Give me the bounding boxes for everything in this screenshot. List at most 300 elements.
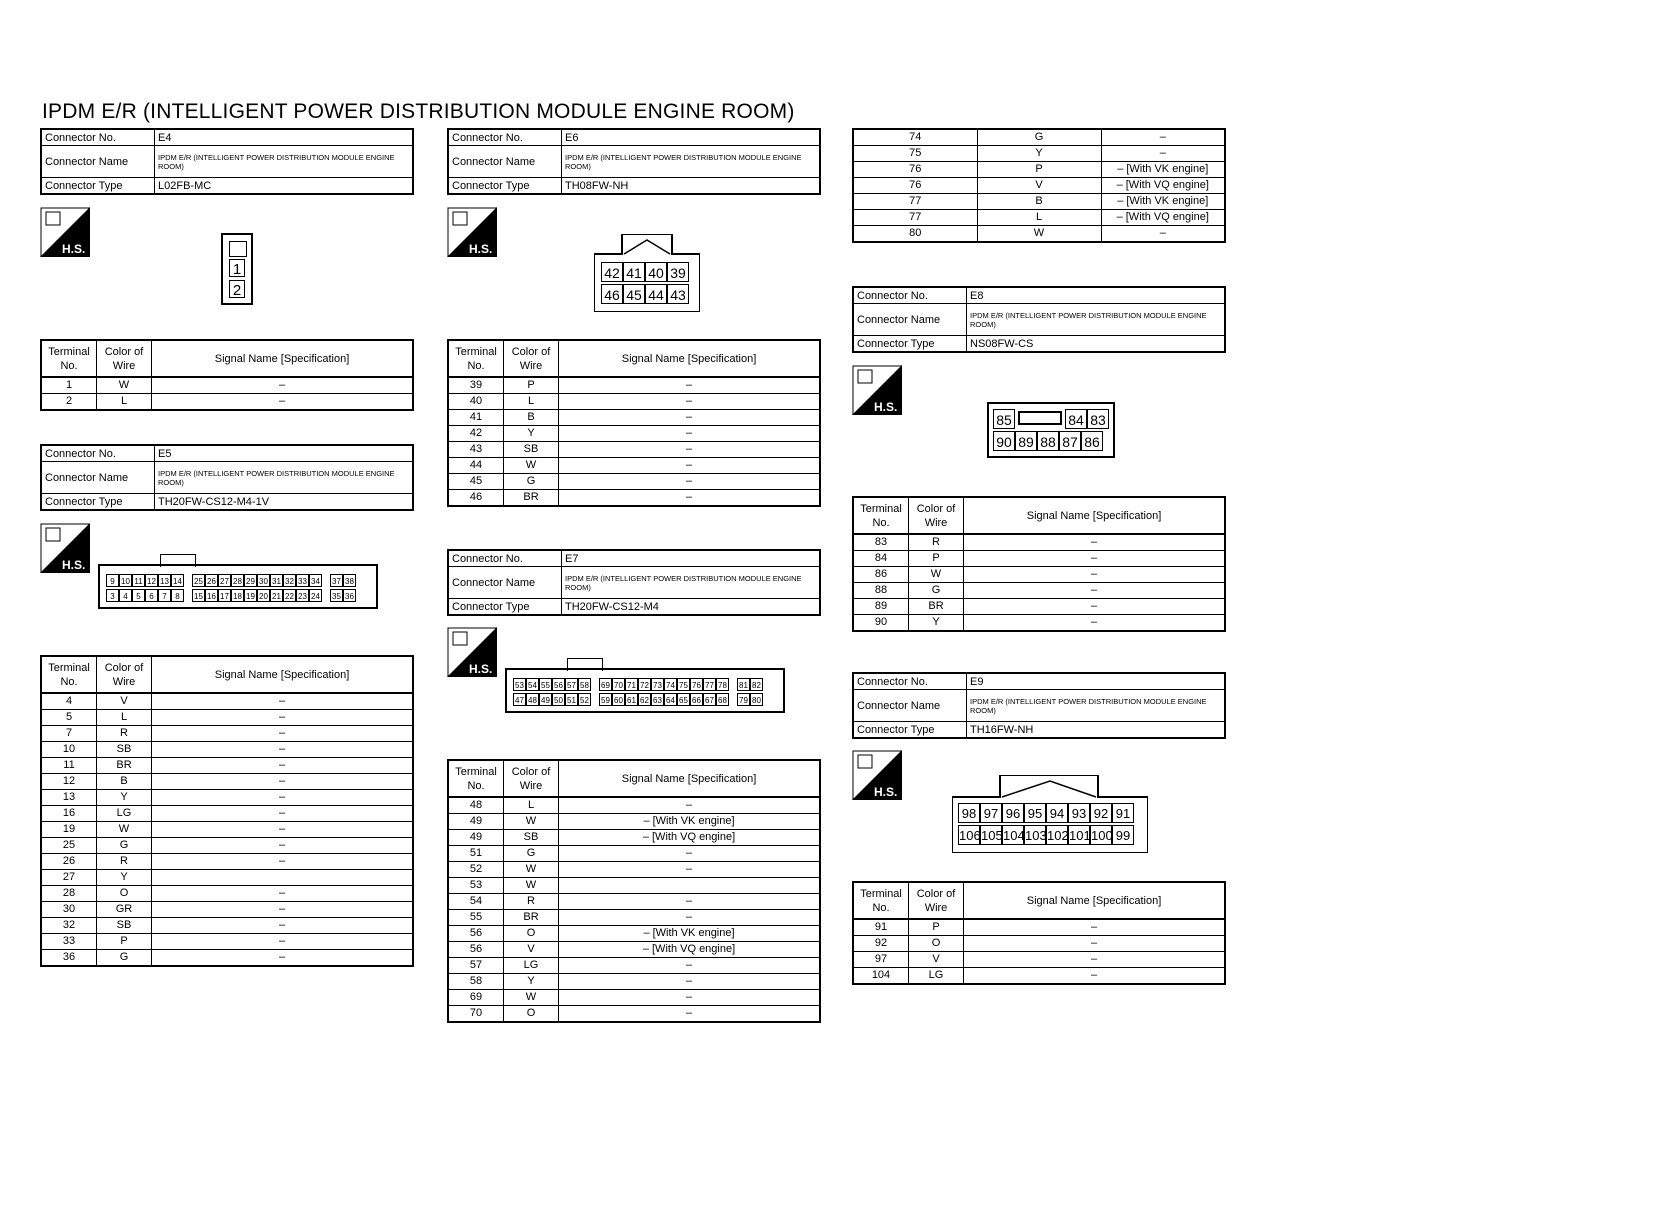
table-row bbox=[448, 458, 820, 474]
connector-e5-header bbox=[40, 444, 414, 511]
pin: 52 bbox=[578, 693, 591, 706]
pin: 50 bbox=[552, 693, 565, 706]
pin: 60 bbox=[612, 693, 625, 706]
pin: 6 bbox=[145, 589, 158, 602]
pin: 66 bbox=[690, 693, 703, 706]
wire-color-cell: G bbox=[504, 846, 559, 862]
terminal-no-cell: 28 bbox=[41, 886, 97, 902]
wire-color-cell: O bbox=[504, 1006, 559, 1023]
terminal-no-cell: 76 bbox=[853, 162, 977, 178]
signal-name-cell: – bbox=[152, 726, 414, 742]
signal-name-cell: – bbox=[152, 693, 414, 710]
pin: 68 bbox=[716, 693, 729, 706]
label-connector-type: Connector Type bbox=[853, 722, 967, 739]
pin: 64 bbox=[664, 693, 677, 706]
signal-name-cell: – bbox=[559, 910, 821, 926]
table-row bbox=[448, 474, 820, 490]
connector-e5-face bbox=[98, 564, 378, 609]
wire-color-cell: BR bbox=[909, 599, 964, 615]
terminal-no-cell: 45 bbox=[448, 474, 504, 490]
wire-color-cell: W bbox=[504, 458, 559, 474]
table-row bbox=[448, 410, 820, 426]
wire-color-cell: W bbox=[977, 226, 1101, 243]
signal-name-cell bbox=[559, 878, 821, 894]
table-row bbox=[41, 377, 413, 394]
pin: 95 bbox=[1024, 803, 1046, 823]
table-row bbox=[853, 226, 1225, 243]
pin: 5 bbox=[132, 589, 145, 602]
hs-harness-side-icon bbox=[852, 750, 902, 800]
terminal-no-cell: 27 bbox=[41, 870, 97, 886]
table-row bbox=[853, 551, 1225, 567]
terminal-no-cell: 41 bbox=[448, 410, 504, 426]
terminal-no-cell: 84 bbox=[853, 551, 909, 567]
pin: 37 bbox=[330, 574, 343, 587]
signal-name-cell: – bbox=[1101, 129, 1225, 146]
label-connector-type: Connector Type bbox=[448, 178, 562, 195]
table-row bbox=[853, 534, 1225, 551]
label-connector-name: Connector Name bbox=[448, 567, 562, 599]
terminal-no-cell: 30 bbox=[41, 902, 97, 918]
terminal-no-cell: 69 bbox=[448, 990, 504, 1006]
pin: 8 bbox=[171, 589, 184, 602]
table-row bbox=[448, 442, 820, 458]
hs-harness-side-icon bbox=[852, 365, 902, 415]
label-connector-no: Connector No. bbox=[41, 445, 155, 462]
wire-color-cell: R bbox=[97, 854, 152, 870]
wire-color-cell: L bbox=[504, 394, 559, 410]
pin: 96 bbox=[1002, 803, 1024, 823]
terminal-no-cell: 51 bbox=[448, 846, 504, 862]
table-row bbox=[448, 426, 820, 442]
signal-name-cell: – bbox=[152, 742, 414, 758]
terminal-no-cell: 88 bbox=[853, 583, 909, 599]
terminal-no-cell: 53 bbox=[448, 878, 504, 894]
label-connector-type: Connector Type bbox=[853, 336, 967, 353]
wire-color-cell: SB bbox=[97, 918, 152, 934]
wire-color-cell: G bbox=[909, 583, 964, 599]
wire-color-cell: W bbox=[504, 814, 559, 830]
pin: 98 bbox=[958, 803, 980, 823]
connector-type-value: NS08FW-CS bbox=[967, 336, 1226, 353]
label-connector-name: Connector Name bbox=[853, 304, 967, 336]
signal-name-cell: – bbox=[559, 410, 821, 426]
signal-name-cell: – [With VK engine] bbox=[1101, 162, 1225, 178]
table-row bbox=[448, 394, 820, 410]
terminal-no-cell: 49 bbox=[448, 814, 504, 830]
connector-name-value: IPDM E/R (INTELLIGENT POWER DISTRIBUTION MODULE ENGINE ROOM) bbox=[562, 567, 821, 599]
pin: 16 bbox=[205, 589, 218, 602]
connector-e8-header bbox=[852, 286, 1226, 353]
wire-color-cell: SB bbox=[504, 442, 559, 458]
label-connector-name: Connector Name bbox=[853, 690, 967, 722]
label-connector-type: Connector Type bbox=[41, 494, 155, 511]
table-row bbox=[448, 490, 820, 507]
pin: 33 bbox=[296, 574, 309, 587]
pin: 77 bbox=[703, 678, 716, 691]
terminal-table-e7 bbox=[447, 759, 821, 1023]
signal-name-cell: – bbox=[152, 822, 414, 838]
connector-type-value: L02FB-MC bbox=[155, 178, 414, 195]
terminal-no-cell: 26 bbox=[41, 854, 97, 870]
signal-name-cell: – bbox=[152, 806, 414, 822]
table-row bbox=[448, 974, 820, 990]
signal-name-cell: – bbox=[152, 854, 414, 870]
pin: 91 bbox=[1112, 803, 1134, 823]
signal-name-cell: – bbox=[964, 551, 1226, 567]
pin: 90 bbox=[993, 431, 1015, 451]
pin: 45 bbox=[623, 284, 645, 304]
table-row bbox=[41, 934, 413, 950]
terminal-no-cell: 10 bbox=[41, 742, 97, 758]
table-row bbox=[448, 926, 820, 942]
pin: 97 bbox=[980, 803, 1002, 823]
terminal-no-cell: 25 bbox=[41, 838, 97, 854]
pin: 86 bbox=[1081, 431, 1103, 451]
pin: 27 bbox=[218, 574, 231, 587]
terminal-no-cell: 42 bbox=[448, 426, 504, 442]
terminal-no-cell: 77 bbox=[853, 194, 977, 210]
signal-name-cell: – bbox=[559, 377, 821, 394]
wire-color-cell: P bbox=[909, 551, 964, 567]
terminal-no-cell: 2 bbox=[41, 394, 97, 411]
pin: 69 bbox=[599, 678, 612, 691]
terminal-no-cell: 83 bbox=[853, 534, 909, 551]
hs-harness-side-icon bbox=[40, 207, 90, 257]
table-row bbox=[41, 710, 413, 726]
pin: 83 bbox=[1087, 409, 1109, 429]
connector-e6-block bbox=[447, 128, 821, 195]
terminal-no-cell: 7 bbox=[41, 726, 97, 742]
table-row bbox=[448, 942, 820, 958]
pin: 105 bbox=[980, 825, 1002, 845]
terminal-no-cell: 36 bbox=[41, 950, 97, 967]
pin: 18 bbox=[231, 589, 244, 602]
pin: 26 bbox=[205, 574, 218, 587]
wire-color-cell: LG bbox=[97, 806, 152, 822]
terminal-no-cell: 11 bbox=[41, 758, 97, 774]
wire-color-cell: B bbox=[97, 774, 152, 790]
signal-name-cell: – bbox=[559, 490, 821, 507]
pin: 22 bbox=[283, 589, 296, 602]
pin: 55 bbox=[539, 678, 552, 691]
wire-color-cell: V bbox=[97, 693, 152, 710]
connector-type-value: TH16FW-NH bbox=[967, 722, 1226, 739]
connector-name-value: IPDM E/R (INTELLIGENT POWER DISTRIBUTION MODULE ENGINE ROOM) bbox=[967, 690, 1226, 722]
pin: 47 bbox=[513, 693, 526, 706]
terminal-table-e6-wrap bbox=[447, 339, 821, 507]
table-row bbox=[41, 790, 413, 806]
signal-name-cell: – [With VK engine] bbox=[559, 814, 821, 830]
signal-name-cell: – bbox=[152, 886, 414, 902]
signal-name-cell: – [With VQ engine] bbox=[559, 942, 821, 958]
table-row bbox=[41, 726, 413, 742]
svg-text:H.S.: H.S. bbox=[874, 785, 898, 799]
table-row bbox=[41, 886, 413, 902]
pin: 75 bbox=[677, 678, 690, 691]
connector-no-value: E5 bbox=[155, 445, 414, 462]
signal-name-cell: – bbox=[964, 567, 1226, 583]
table-row bbox=[448, 846, 820, 862]
connector-type-value: TH08FW-NH bbox=[562, 178, 821, 195]
wire-color-cell: V bbox=[504, 942, 559, 958]
pin: 17 bbox=[218, 589, 231, 602]
wire-color-cell: GR bbox=[97, 902, 152, 918]
signal-name-cell: – bbox=[964, 952, 1226, 968]
label-connector-no: Connector No. bbox=[448, 550, 562, 567]
connector-e7-header bbox=[447, 549, 821, 616]
pin: 94 bbox=[1046, 803, 1068, 823]
pin: 48 bbox=[526, 693, 539, 706]
pin: 21 bbox=[270, 589, 283, 602]
pin: 74 bbox=[664, 678, 677, 691]
pin: 71 bbox=[625, 678, 638, 691]
connector-e4-block bbox=[40, 128, 414, 195]
connector-e9-block bbox=[852, 672, 1226, 739]
wire-color-cell: G bbox=[97, 950, 152, 967]
wire-color-cell: SB bbox=[504, 830, 559, 846]
signal-name-cell: – bbox=[152, 790, 414, 806]
wire-color-cell: O bbox=[97, 886, 152, 902]
terminal-no-cell: 32 bbox=[41, 918, 97, 934]
signal-name-cell bbox=[152, 870, 414, 886]
pin: 76 bbox=[690, 678, 703, 691]
terminal-no-cell: 44 bbox=[448, 458, 504, 474]
signal-name-cell: – bbox=[964, 615, 1226, 632]
table-row bbox=[853, 583, 1225, 599]
table-row bbox=[448, 830, 820, 846]
connector-e4-header bbox=[40, 128, 414, 195]
wire-color-cell: L bbox=[504, 797, 559, 814]
connector-e9-face bbox=[952, 775, 1148, 853]
pin: 32 bbox=[283, 574, 296, 587]
table-row bbox=[448, 377, 820, 394]
table-row bbox=[448, 1006, 820, 1023]
pin: 24 bbox=[309, 589, 322, 602]
wire-color-cell: W bbox=[504, 878, 559, 894]
pin: 31 bbox=[270, 574, 283, 587]
table-row bbox=[853, 162, 1225, 178]
connector-no-value: E8 bbox=[967, 287, 1226, 304]
wire-color-cell: LG bbox=[504, 958, 559, 974]
pin: 7 bbox=[158, 589, 171, 602]
connector-e9-header bbox=[852, 672, 1226, 739]
terminal-no-cell: 90 bbox=[853, 615, 909, 632]
connector-no-value: E7 bbox=[562, 550, 821, 567]
connector-name-value: IPDM E/R (INTELLIGENT POWER DISTRIBUTION MODULE ENGINE ROOM) bbox=[562, 146, 821, 178]
pin: 63 bbox=[651, 693, 664, 706]
signal-name-cell: – bbox=[964, 919, 1226, 936]
wire-color-cell: BR bbox=[504, 910, 559, 926]
table-row bbox=[448, 862, 820, 878]
table-row bbox=[41, 822, 413, 838]
terminal-no-cell: 89 bbox=[853, 599, 909, 615]
table-row bbox=[853, 210, 1225, 226]
connector-name-value: IPDM E/R (INTELLIGENT POWER DISTRIBUTION MODULE ENGINE ROOM) bbox=[155, 462, 414, 494]
pin: 44 bbox=[645, 284, 667, 304]
pin: 101 bbox=[1068, 825, 1090, 845]
signal-name-cell: – bbox=[559, 846, 821, 862]
table-row bbox=[853, 567, 1225, 583]
table-row bbox=[853, 952, 1225, 968]
connector-e6-face bbox=[594, 234, 700, 312]
table-row bbox=[41, 902, 413, 918]
label-connector-no: Connector No. bbox=[853, 673, 967, 690]
table-row bbox=[41, 394, 413, 411]
pin: 93 bbox=[1068, 803, 1090, 823]
pin: 42 bbox=[601, 262, 623, 282]
terminal-table-e8 bbox=[852, 496, 1226, 632]
terminal-table-e4-wrap bbox=[40, 339, 414, 411]
pin: 85 bbox=[993, 409, 1015, 429]
pin: 73 bbox=[651, 678, 664, 691]
wire-color-cell: W bbox=[97, 822, 152, 838]
pin: 80 bbox=[750, 693, 763, 706]
table-row bbox=[853, 599, 1225, 615]
signal-name-cell: – bbox=[559, 990, 821, 1006]
col-color-of-wire: Color of Wire bbox=[97, 340, 152, 377]
pin: 2 bbox=[229, 280, 245, 298]
signal-name-cell: – bbox=[559, 442, 821, 458]
connector-name-value: IPDM E/R (INTELLIGENT POWER DISTRIBUTION MODULE ENGINE ROOM) bbox=[967, 304, 1226, 336]
col-terminal-no: Terminal No. bbox=[448, 760, 504, 797]
wire-color-cell: BR bbox=[97, 758, 152, 774]
wire-color-cell: B bbox=[977, 194, 1101, 210]
col-signal-name: Signal Name [Specification] bbox=[964, 882, 1226, 919]
signal-name-cell: – bbox=[559, 426, 821, 442]
connector-e7-face bbox=[505, 668, 785, 713]
pin: 79 bbox=[737, 693, 750, 706]
signal-name-cell: – bbox=[964, 936, 1226, 952]
wire-color-cell: O bbox=[504, 926, 559, 942]
pin: 38 bbox=[343, 574, 356, 587]
terminal-no-cell: 52 bbox=[448, 862, 504, 878]
col-signal-name: Signal Name [Specification] bbox=[152, 340, 414, 377]
signal-name-cell: – bbox=[559, 458, 821, 474]
pin: 40 bbox=[645, 262, 667, 282]
terminal-no-cell: 13 bbox=[41, 790, 97, 806]
pin: 65 bbox=[677, 693, 690, 706]
col-color-of-wire: Color of Wire bbox=[909, 882, 964, 919]
terminal-no-cell: 56 bbox=[448, 926, 504, 942]
terminal-no-cell: 104 bbox=[853, 968, 909, 985]
wire-color-cell: O bbox=[909, 936, 964, 952]
terminal-table-e9-wrap bbox=[852, 881, 1226, 985]
table-row bbox=[41, 774, 413, 790]
pin: 30 bbox=[257, 574, 270, 587]
wire-color-cell: G bbox=[97, 838, 152, 854]
wire-color-cell: Y bbox=[97, 870, 152, 886]
pin: 19 bbox=[244, 589, 257, 602]
pin: 35 bbox=[330, 589, 343, 602]
pin: 51 bbox=[565, 693, 578, 706]
col-color-of-wire: Color of Wire bbox=[97, 656, 152, 693]
terminal-no-cell: 86 bbox=[853, 567, 909, 583]
pin: 57 bbox=[565, 678, 578, 691]
table-row bbox=[448, 878, 820, 894]
pin: 102 bbox=[1046, 825, 1068, 845]
signal-name-cell: – bbox=[964, 583, 1226, 599]
terminal-no-cell: 12 bbox=[41, 774, 97, 790]
pin: 11 bbox=[132, 574, 145, 587]
pin: 49 bbox=[539, 693, 552, 706]
pin: 61 bbox=[625, 693, 638, 706]
pin: 78 bbox=[716, 678, 729, 691]
col-signal-name: Signal Name [Specification] bbox=[964, 497, 1226, 534]
terminal-table-e7-continued bbox=[852, 128, 1226, 243]
table-row bbox=[41, 918, 413, 934]
hs-harness-side-icon bbox=[40, 523, 90, 573]
terminal-table-e5 bbox=[40, 655, 414, 967]
wire-color-cell: B bbox=[504, 410, 559, 426]
terminal-table-e9 bbox=[852, 881, 1226, 985]
signal-name-cell: – bbox=[152, 377, 414, 394]
signal-name-cell: – [With VQ engine] bbox=[1101, 210, 1225, 226]
table-row bbox=[853, 178, 1225, 194]
pin: 67 bbox=[703, 693, 716, 706]
wire-color-cell: Y bbox=[504, 426, 559, 442]
col-signal-name: Signal Name [Specification] bbox=[559, 760, 821, 797]
signal-name-cell: – bbox=[559, 862, 821, 878]
signal-name-cell: – bbox=[152, 918, 414, 934]
terminal-no-cell: 16 bbox=[41, 806, 97, 822]
wire-color-cell: Y bbox=[909, 615, 964, 632]
wire-color-cell: V bbox=[909, 952, 964, 968]
pin: 23 bbox=[296, 589, 309, 602]
signal-name-cell: – bbox=[152, 710, 414, 726]
table-row bbox=[853, 936, 1225, 952]
wire-color-cell: W bbox=[97, 377, 152, 394]
connector-e4-face bbox=[221, 233, 253, 305]
pin: 41 bbox=[623, 262, 645, 282]
pin: 15 bbox=[192, 589, 205, 602]
connector-name-value: IPDM E/R (INTELLIGENT POWER DISTRIBUTION MODULE ENGINE ROOM) bbox=[155, 146, 414, 178]
wire-color-cell: R bbox=[97, 726, 152, 742]
col-terminal-no: Terminal No. bbox=[41, 340, 97, 377]
terminal-table-e5-wrap bbox=[40, 655, 414, 967]
pin: 56 bbox=[552, 678, 565, 691]
connector-no-value: E4 bbox=[155, 129, 414, 146]
label-connector-no: Connector No. bbox=[853, 287, 967, 304]
pin: 29 bbox=[244, 574, 257, 587]
table-row bbox=[853, 129, 1225, 146]
table-row bbox=[448, 990, 820, 1006]
pin: 10 bbox=[119, 574, 132, 587]
connector-type-value: TH20FW-CS12-M4-1V bbox=[155, 494, 414, 511]
pin: 39 bbox=[667, 262, 689, 282]
terminal-no-cell: 4 bbox=[41, 693, 97, 710]
table-row bbox=[448, 910, 820, 926]
pin: 104 bbox=[1002, 825, 1024, 845]
signal-name-cell: – bbox=[152, 774, 414, 790]
table-row bbox=[41, 758, 413, 774]
signal-name-cell: – bbox=[559, 958, 821, 974]
signal-name-cell: – [With VQ engine] bbox=[559, 830, 821, 846]
wire-color-cell: Y bbox=[504, 974, 559, 990]
table-row bbox=[41, 806, 413, 822]
signal-name-cell: – bbox=[964, 599, 1226, 615]
wire-color-cell: P bbox=[97, 934, 152, 950]
col-color-of-wire: Color of Wire bbox=[504, 760, 559, 797]
label-connector-name: Connector Name bbox=[448, 146, 562, 178]
connector-e8-face bbox=[987, 402, 1115, 458]
wire-color-cell: L bbox=[97, 394, 152, 411]
label-connector-type: Connector Type bbox=[41, 178, 155, 195]
svg-text:H.S.: H.S. bbox=[62, 242, 86, 256]
table-row bbox=[41, 838, 413, 854]
pin: 20 bbox=[257, 589, 270, 602]
terminal-no-cell: 43 bbox=[448, 442, 504, 458]
